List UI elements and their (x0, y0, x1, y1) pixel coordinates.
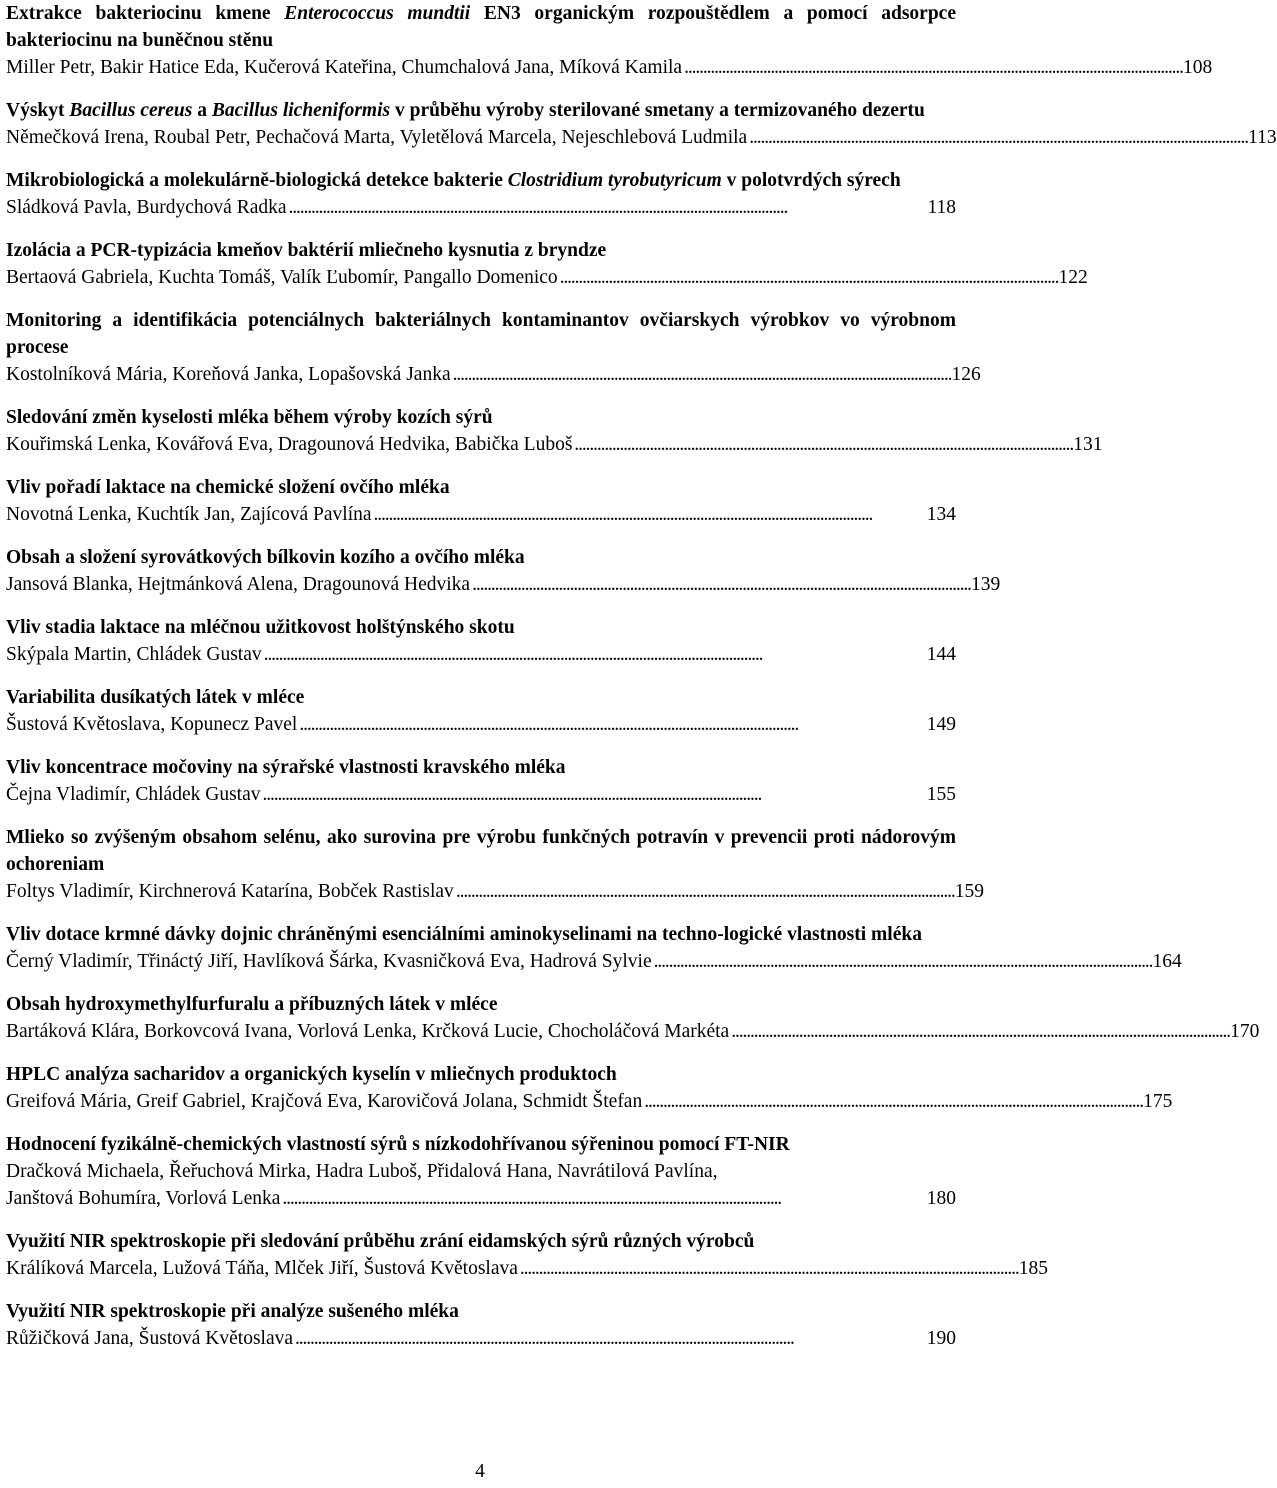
entry-page: 170 (1230, 1021, 1260, 1042)
toc-entry (6, 921, 1182, 975)
toc-entry (6, 614, 956, 668)
entry-authors: Čejna Vladimír, Chládek Gustav (6, 784, 261, 805)
toc-entry (6, 474, 956, 528)
entry-title: Vliv dotace krmné dávky dojnic chráněnými esenciálními aminokyselinami na techno-logické vlastnosti mléka (6, 924, 922, 945)
entry-authors-line (6, 1255, 1049, 1282)
entry-title: Vliv pořadí laktace na chemické složení ovčího mléka (6, 477, 450, 498)
entry-page: 185 (1018, 1258, 1049, 1279)
entry-authors-line (6, 124, 1277, 151)
entry-authors-line (6, 571, 1001, 598)
entry-authors: Šustová Květoslava, Kopunecz Pavel (6, 714, 298, 735)
toc-entry (6, 684, 956, 738)
entry-title: Extrakce bakteriocinu kmene Enterococcus mundtii EN3 organickým rozpouštědlem a pomocí adsorpce bakteriocinu na buněčnou stěnu (6, 3, 956, 51)
toc-entry (6, 824, 984, 905)
entry-title: Mikrobiologická a molekulárně-biologická detekce bakterie Clostridium tyrobutyricum v polotvrdých sýrech (6, 170, 901, 191)
toc-entry (6, 1131, 956, 1212)
dot-leader (654, 948, 1151, 975)
entry-authors-first-line: Dračková Michaela, Řeřuchová Mirka, Hadra Luboš, Přidalová Hana, Navrátilová Pavlína, (6, 1161, 718, 1182)
dot-leader (295, 1325, 925, 1352)
entry-page: 190 (926, 1328, 956, 1349)
entry-authors: Miller Petr, Bakir Hatice Eda, Kučerová Kateřina, Chumchalová Jana, Míková Kamila (6, 57, 683, 78)
entry-authors-line (6, 1325, 956, 1352)
entry-page: 139 (970, 574, 1001, 595)
entry-authors-line (6, 948, 1182, 975)
entry-title: Výskyt Bacillus cereus a Bacillus licheniformis v průběhu výroby sterilované smetany a termizovaného dezertu (6, 100, 925, 121)
entry-authors: Černý Vladimír, Třináctý Jiří, Havlíková Šárka, Kvasničková Eva, Hadrová Sylvie (6, 951, 652, 972)
entry-page: 149 (926, 714, 956, 735)
entry-title: Využití NIR spektroskopie při analýze sušeného mléka (6, 1301, 459, 1322)
entry-page: 159 (954, 881, 984, 902)
dot-leader (282, 1185, 924, 1212)
entry-authors: Králíková Marcela, Lužová Táňa, Mlček Jiří, Šustová Květoslava (6, 1258, 518, 1279)
entry-title: Mlieko so zvýšeným obsahom selénu, ako surovina pre výrobu funkčných potravín v prevencii proti nádorovým ochoreniam (6, 827, 956, 875)
entry-title: Variabilita dusíkatých látek v mléce (6, 687, 305, 708)
entry-page: 126 (951, 364, 981, 385)
entry-page: 131 (1073, 434, 1103, 455)
entry-title: Obsah hydroxymethylfurfuralu a příbuzných látek v mléce (6, 994, 498, 1015)
dot-leader (453, 361, 950, 388)
entry-page: 118 (927, 197, 956, 218)
toc-entry (6, 404, 1103, 458)
toc-entry (6, 1298, 956, 1352)
entry-authors-line (6, 641, 956, 668)
toc-entry (6, 754, 956, 808)
toc-entry (6, 991, 1260, 1045)
dot-leader (731, 1018, 1228, 1045)
entry-authors-line (6, 361, 981, 388)
entry-authors: Jansová Blanka, Hejtmánková Alena, Dragounová Hedvika (6, 574, 471, 595)
entry-authors-line (6, 1088, 1173, 1115)
dot-leader (299, 711, 924, 738)
toc-entry (6, 97, 1277, 151)
page-number: 4 (475, 1461, 485, 1482)
dot-leader (472, 571, 969, 598)
entry-authors-line (6, 54, 1213, 81)
dot-leader (749, 124, 1246, 151)
dot-leader (574, 431, 1071, 458)
entry-page: 122 (1058, 267, 1088, 288)
entry-page: 144 (926, 644, 956, 665)
toc-entry (6, 0, 1213, 81)
entry-title: Hodnocení fyzikálně-chemických vlastností sýrů s nízkodohřívanou sýřeninou pomocí FT-NIR (6, 1134, 790, 1155)
dot-leader (264, 641, 925, 668)
entry-title: Vliv stadia laktace na mléčnou užitkovost holštýnského skotu (6, 617, 515, 638)
toc-entry (6, 167, 956, 221)
entry-page: 113 (1248, 127, 1277, 148)
toc-entry (6, 1061, 1173, 1115)
entry-authors-line (6, 878, 984, 905)
entry-authors: Němečková Irena, Roubal Petr, Pechačová Marta, Vyletělová Marcela, Nejeschlebová Ludmila (6, 127, 748, 148)
toc-entry (6, 544, 1001, 598)
entry-authors: Kostolníková Mária, Koreňová Janka, Lopašovská Janka (6, 364, 451, 385)
entry-title: Využití NIR spektroskopie při sledování průběhu zrání eidamských sýrů různých výrobců (6, 1231, 755, 1252)
entry-authors: Foltys Vladimír, Kirchnerová Katarína, Bobček Rastislav (6, 881, 454, 902)
toc-entry (6, 307, 981, 388)
entry-authors-line (6, 264, 1088, 291)
entry-authors: Janštová Bohumíra, Vorlová Lenka (6, 1188, 281, 1209)
entry-title: HPLC analýza sacharidov a organických kyselín v mliečnych produktoch (6, 1064, 617, 1085)
entry-authors: Bartáková Klára, Borkovcová Ivana, Vorlová Lenka, Krčková Lucie, Chocholáčová Markéta (6, 1021, 730, 1042)
entry-title: Obsah a složení syrovátkových bílkovin kozího a ovčího mléka (6, 547, 525, 568)
entry-authors: Greifová Mária, Greif Gabriel, Krajčová Eva, Karovičová Jolana, Schmidt Štefan (6, 1091, 643, 1112)
toc-entry (6, 237, 1088, 291)
entry-authors: Skýpala Martin, Chládek Gustav (6, 644, 262, 665)
entry-authors: Sládková Pavla, Burdychová Radka (6, 197, 287, 218)
entry-authors-line (6, 431, 1103, 458)
entry-authors-line (6, 194, 956, 221)
entry-authors: Novotná Lenka, Kuchtík Jan, Zajícová Pavlína (6, 504, 372, 525)
entry-page: 155 (926, 784, 956, 805)
entry-authors-line (6, 1185, 956, 1212)
table-of-contents (6, 0, 1277, 1368)
dot-leader (374, 501, 925, 528)
entry-page: 108 (1182, 57, 1213, 78)
entry-authors: Bertaová Gabriela, Kuchta Tomáš, Valík Ľubomír, Pangallo Domenico (6, 267, 558, 288)
toc-entry (6, 1228, 1049, 1282)
dot-leader (560, 264, 1057, 291)
entry-authors-line (6, 781, 956, 808)
entry-title: Vliv koncentrace močoviny na sýrařské vlastnosti kravského mléka (6, 757, 566, 778)
entry-title: Izolácia a PCR-typizácia kmeňov baktérií mliečneho kysnutia z bryndze (6, 240, 607, 261)
dot-leader (644, 1088, 1141, 1115)
dot-leader (456, 878, 953, 905)
entry-title: Sledování změn kyselosti mléka během výroby kozích sýrů (6, 407, 493, 428)
entry-page: 175 (1143, 1091, 1173, 1112)
entry-page: 164 (1152, 951, 1182, 972)
entry-authors-line (6, 1018, 1260, 1045)
dot-leader (289, 194, 926, 221)
entry-authors: Růžičková Jana, Šustová Květoslava (6, 1328, 294, 1349)
dot-leader (684, 54, 1181, 81)
entry-authors-line (6, 501, 956, 528)
entry-authors-line (6, 711, 956, 738)
entry-title: Monitoring a identifikácia potenciálnych bakteriálnych kontaminantov ovčiarskych výrobkov vo výrobnom procese (6, 310, 956, 358)
entry-authors: Kouřimská Lenka, Kovářová Eva, Dragounová Hedvika, Babička Luboš (6, 434, 573, 455)
entry-authors-block (6, 1158, 956, 1212)
dot-leader (262, 781, 924, 808)
dot-leader (520, 1255, 1017, 1282)
entry-page: 180 (926, 1188, 956, 1209)
entry-page: 134 (926, 504, 956, 525)
